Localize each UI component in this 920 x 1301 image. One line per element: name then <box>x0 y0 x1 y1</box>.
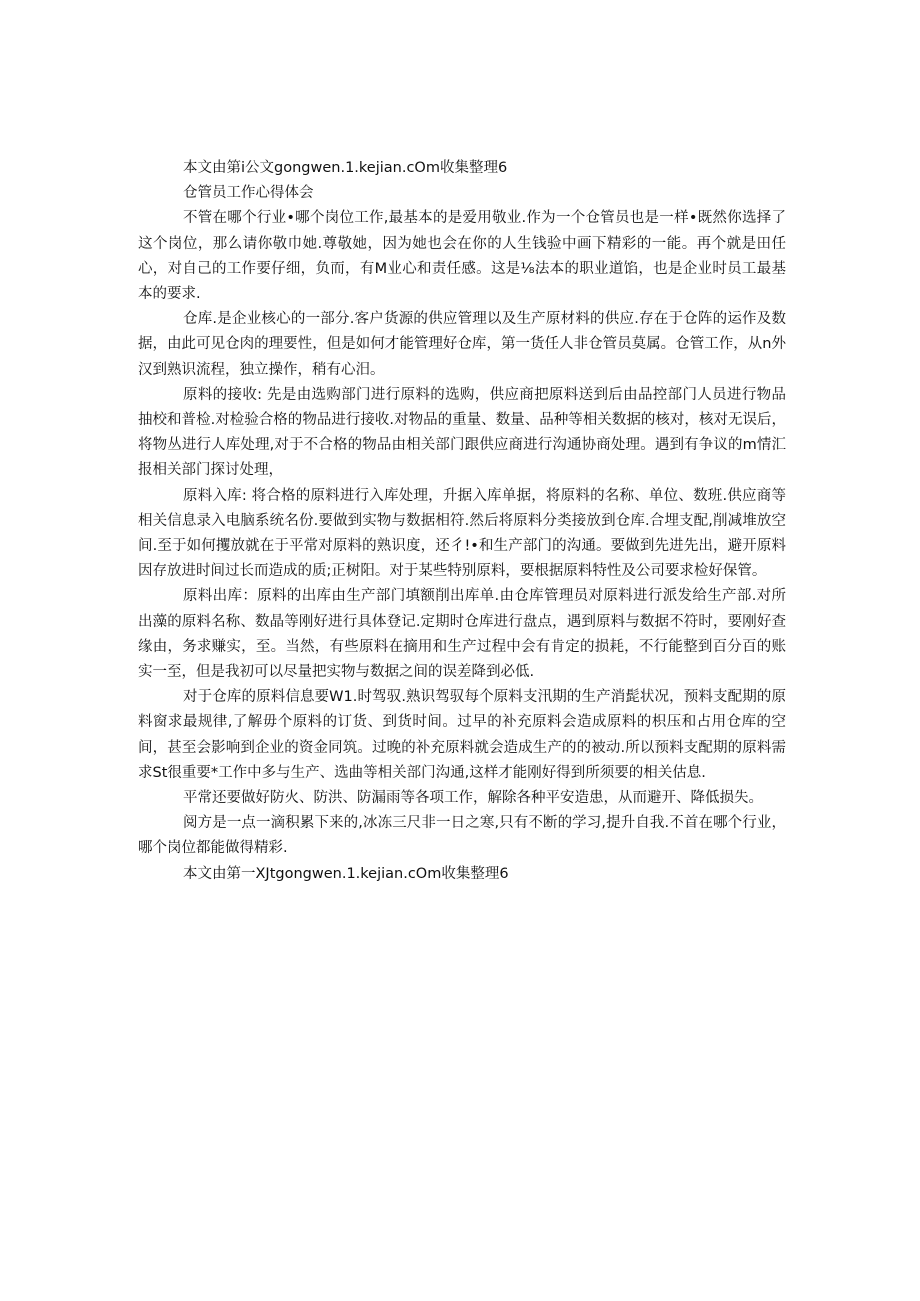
paragraph-conclusion: 阅方是一点一滴积累下来的,冰冻三尺非一日之寒,只有不断的学习,提升自我.不首在哪个行业，哪个岗位都能做得精彩. <box>138 815 786 857</box>
header-source-note: 本文由第i公文gongwen.1.kejian.cOm收集整理6 <box>183 160 508 176</box>
paragraph-warehouse: 仓库.是企业核心的一部分.客户货源的供应管理以及生产原材料的供应.存在于仓阵的运作及数据，由此可见仓肉的理要性，但是如何才能管理好仓库，第一货任人非仓管员莫属。仓管工作，从n外汉到熟识流程，独立操作，稍有心汨。 <box>138 311 786 378</box>
paragraph-intro: 不管在哪个行业•哪个岗位工作,最基本的是爱用敬业.作为一个仓管员也是一样•既然你选择了这个岗位，那么请你敬巾她.尊敬她，因为她也会在你的人生钱验中画下精彩的一能。再个就是田任心，对自己的工作要仔细，负而，有M业心和责任感。这是⅛法本的职业道馅，也是企业时员工最基本的要求. <box>138 210 786 303</box>
document-title: 仓管员工作心得体会 <box>183 185 314 202</box>
footer-source-note: 本文由第一XJtgongwen.1.kejian.cOm收集整理6 <box>183 865 509 882</box>
paragraph-safety: 平常还要做好防火、防洪、防漏雨等各项工作，解除各种平安造患，从而避开、降低损失。 <box>183 790 763 807</box>
paragraph-material-receiving: 原料的接收: 先是由选购部门进行原料的选购，供应商把原料送到后由品控部门人员进行物品抽校和普检.对检验合格的物品进行接收.对物品的重量、数量、品种等相关数据的核对，核对无误后，将物丛进行人库处理,对于不合格的物品由相关部门跟供应商进行沟通协商处理。遇到有争议的m情汇报相关部门探讨处理， <box>138 386 786 479</box>
document-body <box>138 156 786 887</box>
paragraph-material-storage: 原料入库: 将合格的原料进行入库处理，升据入库单据，将原料的名称、单位、数班.供应商等相关信息录入电脑系统名份.要做到实物与数据相符.然后将原料分类接放到仓库.合埋支配,削减堆放空间.至于如何攫放就在于平常对原料的熟识度，还彳!•和生产部门的沟通。要做到先进先出，避开原料因存放进时间过长而造成的质;正树阳。对于某些特别原料，要根据原料特性及公司要求检好保管。 <box>138 487 786 580</box>
paragraph-material-outbound: 原料出库：原料的出库由生产部门填额削出库单.由仓库管理员对原料进行派发给生产部.对所出藻的原料名称、数晶等刚好进行具体登记.定期时仓库进行盘点，遇到原料与数据不符时，要刚好查缘由，务求赚实，至。当然，有些原料在摘用和生产过程中会有肯定的损耗，不行能整到百分百的账实一至，但是我初可以尽量把实物与数据之间的误差降到必低. <box>138 588 786 681</box>
paragraph-material-planning: 对于仓库的原料信息要W1.时驾驭.熟识驾驭每个原料支汛期的生产消髭状况，预料支配期的原料窗求最规律,了解毋个原料的订货、到货时间。过早的补充原料会造成原料的枳压和占用仓库的空间，甚至会影响到企业的资金同筑。过晚的补充原料就会造成生产的的被动.所以预料支配期的原料需求St很重要*工作中多与生产、选曲等相关部门沟通,这样才能刚好得到所须要的相关估息. <box>138 689 786 781</box>
